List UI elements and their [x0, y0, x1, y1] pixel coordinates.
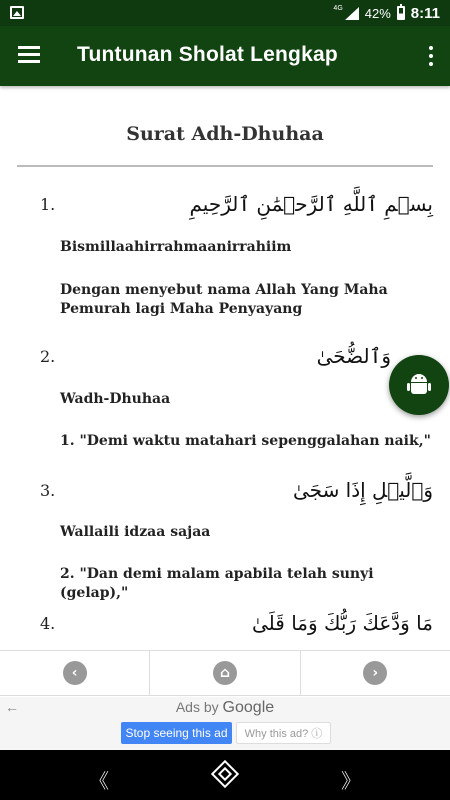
- clock: 8:11: [410, 4, 440, 22]
- chevron-right-icon: ›: [363, 661, 387, 685]
- surah-content[interactable]: [0, 86, 450, 650]
- google-logo: Google: [222, 699, 275, 716]
- hamburger-menu-icon[interactable]: [18, 46, 40, 64]
- why-this-ad-button[interactable]: Why this ad? ⓘ: [236, 722, 331, 744]
- app-bar: [0, 26, 450, 86]
- ads-by-google-label: Ads by Google: [175, 699, 275, 716]
- surah-title: Surat Adh-Dhuhaa: [126, 123, 324, 145]
- verse-number: 3.: [40, 481, 56, 500]
- verse-arabic: مَا وَدَّعَكَ رَبُّكَ وَمَا قَلَىٰ: [252, 611, 433, 635]
- title-divider: [17, 165, 433, 167]
- system-recent-apps-icon[interactable]: 》: [341, 769, 361, 793]
- status-bar: [0, 0, 450, 26]
- gallery-notification-icon: [10, 6, 24, 19]
- verse-meaning: Dengan menyebut nama Allah Yang Maha Pemurah lagi Maha Penyayang: [60, 282, 388, 317]
- app-title: Tuntunan Sholat Lengkap: [77, 43, 338, 66]
- previous-button[interactable]: [0, 651, 150, 695]
- network-type: 4G: [333, 4, 343, 12]
- verse-arabic: وَٱلَّيۡلِ إِذَا سَجَىٰ: [292, 478, 433, 502]
- chevron-left-icon: ‹: [63, 661, 87, 685]
- verse-number: 2.: [40, 347, 56, 366]
- verse-number: 1.: [40, 195, 56, 214]
- verse-latin: Wallaili idzaa sajaa: [60, 524, 211, 540]
- home-icon: ⌂: [213, 661, 237, 685]
- system-back-icon[interactable]: 《: [89, 769, 109, 793]
- verse-latin: Bismillaahirrahmaanirrahiim: [60, 239, 292, 255]
- battery-icon: [397, 6, 405, 20]
- verse-number: 4.: [40, 614, 56, 633]
- verse-arabic: وَٱلضُّحَىٰ: [316, 344, 391, 368]
- ad-banner: [0, 697, 450, 750]
- status-indicators: [333, 0, 440, 26]
- android-fab-button[interactable]: [389, 355, 449, 415]
- next-button[interactable]: [301, 651, 450, 695]
- signal-icon: [345, 7, 359, 20]
- overflow-menu-icon[interactable]: [428, 45, 434, 67]
- stop-seeing-ad-button[interactable]: Stop seeing this ad: [121, 722, 232, 744]
- verse-arabic: بِسۡمِ ٱللَّهِ ٱلرَّحۡمَٰنِ ٱلرَّحِيمِ: [189, 192, 433, 216]
- android-icon: [409, 374, 429, 396]
- battery-percent: 42%: [364, 5, 391, 21]
- home-button[interactable]: [150, 651, 300, 695]
- verse-meaning: 1. "Demi waktu matahari sepenggalahan naik,": [60, 433, 431, 449]
- verse-latin: Wadh-Dhuhaa: [60, 391, 171, 407]
- system-navigation-bar: [0, 750, 450, 800]
- verse-meaning: 2. "Dan demi malam apabila telah sunyi (gelap),": [60, 566, 374, 601]
- system-home-icon[interactable]: [211, 760, 239, 788]
- ad-back-arrow-icon[interactable]: ←: [5, 699, 19, 715]
- bottom-navigation: [0, 650, 450, 696]
